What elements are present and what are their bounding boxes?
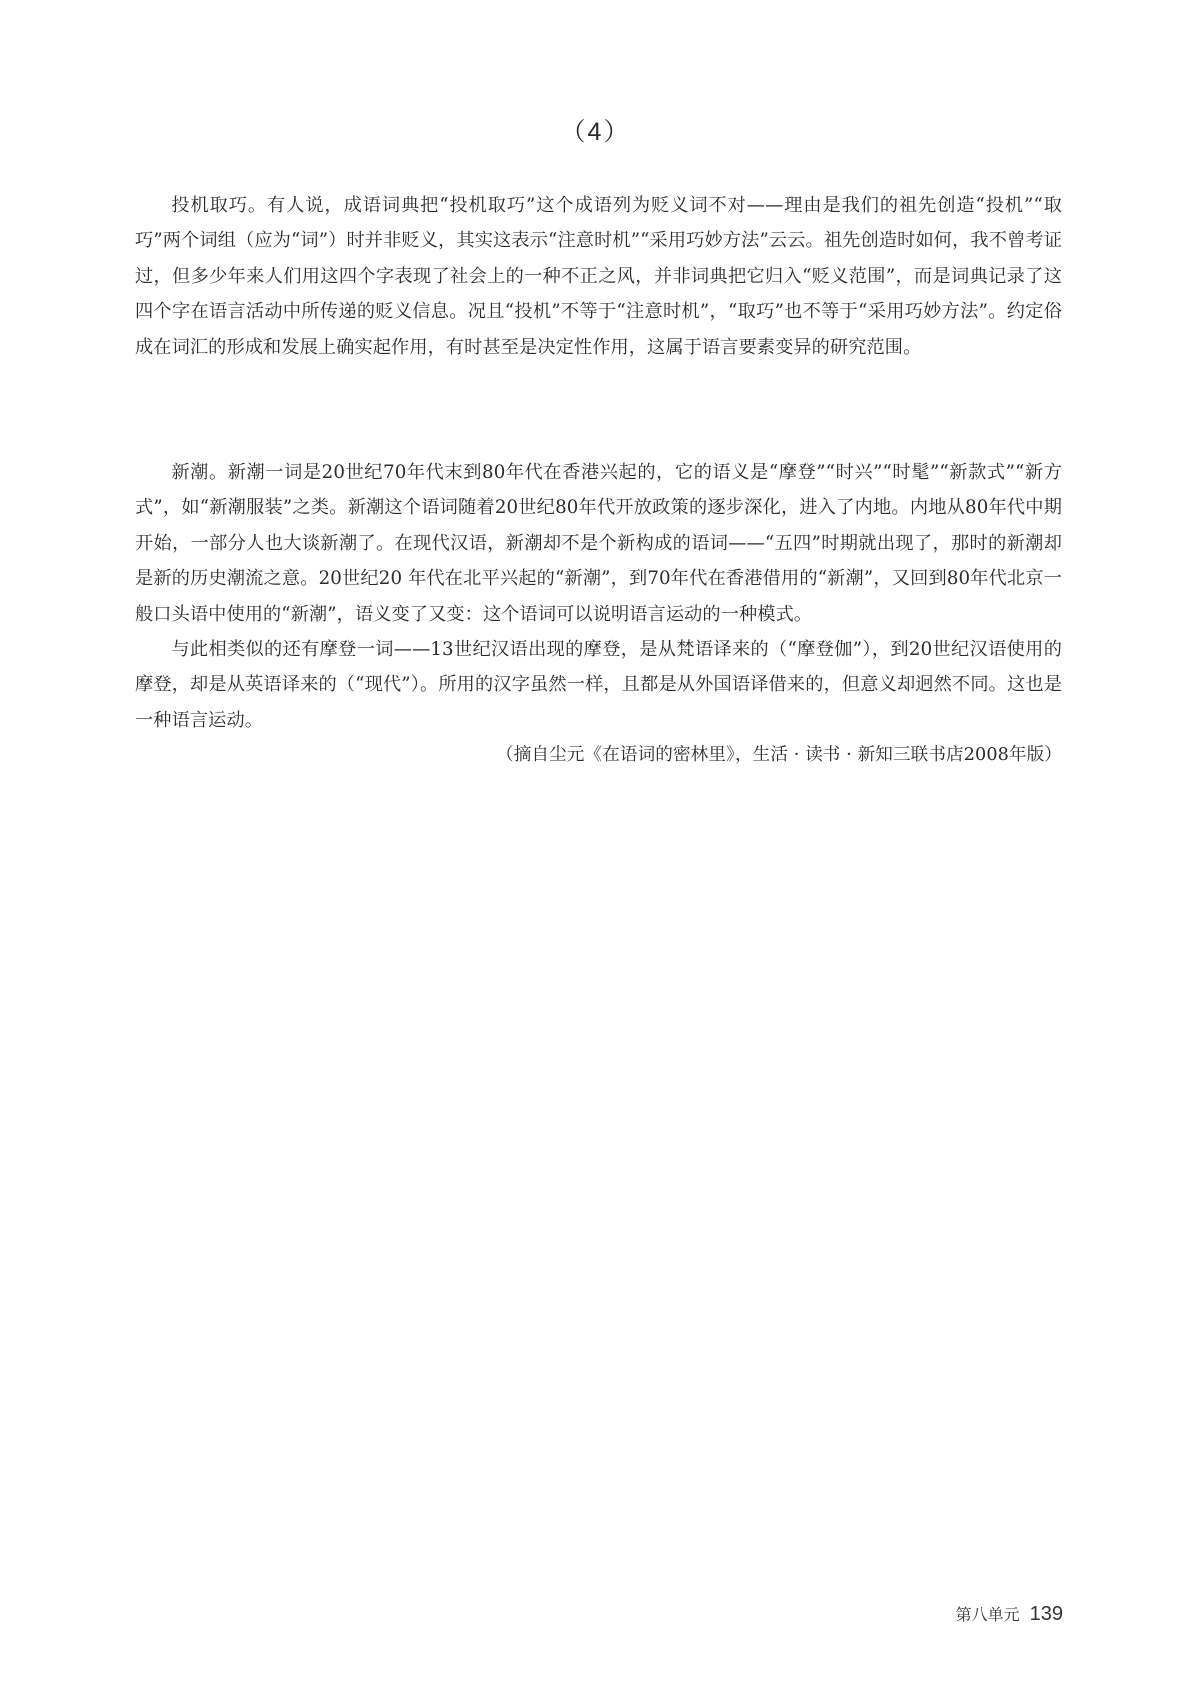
entry-touji-qiqiao — [135, 188, 1062, 365]
paragraph: 投机取巧。有人说，成语词典把“投机取巧”这个成语列为贬义词不对——理由是我们的祖先创造“投机”“取巧”两个词组（应为“词”）时并非贬义，其实这表示“注意时机”“采用巧妙方法”云云。祖先创造时如何，我不曾考证过，但多少年来人们用这四个字表现了社会上的一种不正之风，并非词典把它归入“贬义范围”，而是词典记录了这四个字在语言活动中所传递的贬义信息。况且“投机”不等于“注意时机”，“取巧”也不等于“采用巧妙方法”。约定俗成在词汇的形成和发展上确实起作用，有时甚至是决定性作用，这属于语言要素变异的研究范围。 — [135, 195, 1062, 358]
page-footer — [956, 1602, 1063, 1626]
page-number: 139 — [1029, 1603, 1063, 1625]
section-heading: （4） — [560, 118, 631, 146]
paragraph: 与此相类似的还有摩登一词——13世纪汉语出现的摩登，是从梵语译来的（“摩登伽”），到20世纪汉语使用的摩登，却是从英语译来的（“现代”）。所用的汉字虽然一样，且都是从外国语译借来的，但意义却迥然不同。这也是一种语言运动。 — [135, 639, 1062, 731]
paragraph: 新潮。新潮一词是20世纪70年代末到80年代在香港兴起的，它的语义是“摩登”“时兴”“时髦”“新款式”“新方式”，如“新潮服装”之类。新潮这个语词随着20世纪80年代开放政策的逐步深化，进入了内地。内地从80年代中期开始，一部分人也大谈新潮了。在现代汉语，新潮却不是个新构成的语词——“五四”时期就出现了，那时的新潮却是新的历史潮流之意。20世纪20 年代在北平兴起的“新潮”，到70年代在香港借用的“新潮”，又回到80年代北京一般口头语中使用的“新潮”，语义变了又变：这个语词可以说明语言运动的一种模式。 — [135, 462, 1062, 625]
source-citation: （摘自尘元《在语词的密林里》，生活 · 读书 · 新知三联书店2008年版） — [496, 745, 1062, 766]
unit-label: 第八单元 — [955, 1605, 1020, 1624]
entry-xinchao — [135, 455, 1062, 774]
